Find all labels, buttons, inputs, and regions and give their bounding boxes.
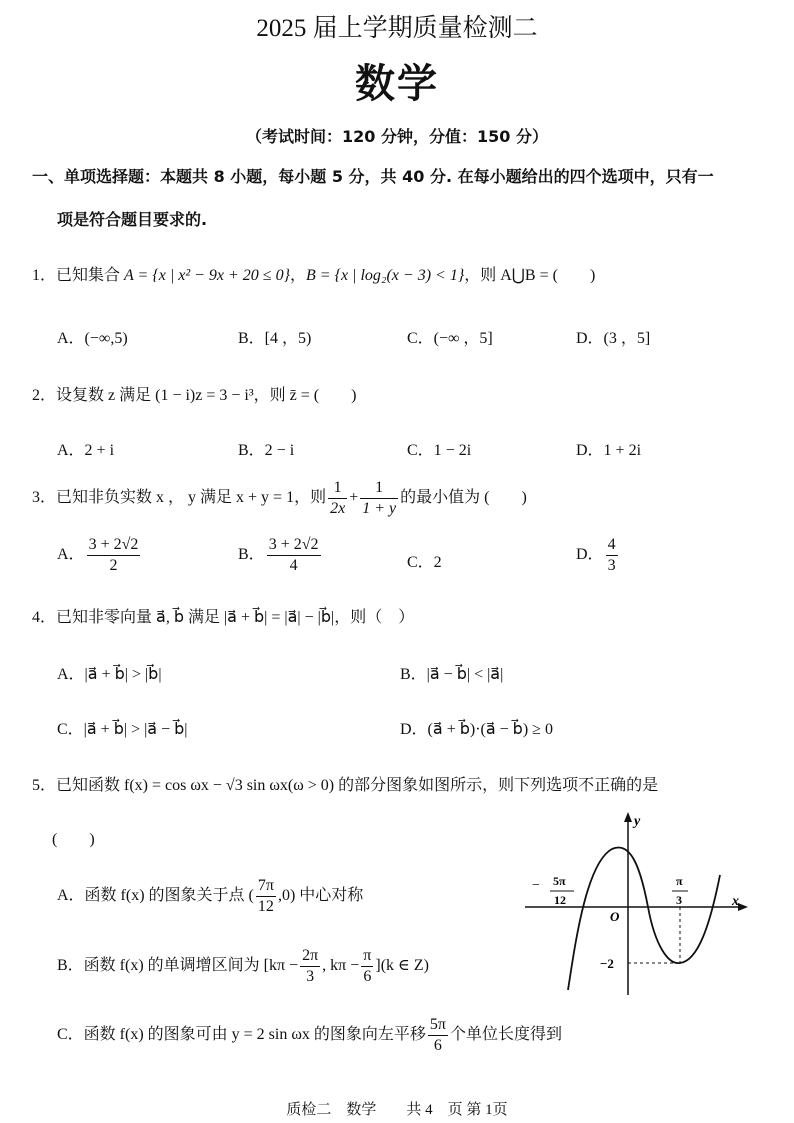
- plus-sign: +: [349, 489, 359, 507]
- numerator: 1: [328, 478, 347, 499]
- option-label: D．: [576, 546, 604, 564]
- q5-option-b[interactable]: [57, 946, 429, 987]
- question-text: 已知非零向量 a⃗, b⃗ 满足 |a⃗ + b⃗| = |a⃗| − |b⃗|，则（ ）: [56, 609, 415, 626]
- numerator: 4: [606, 535, 618, 556]
- option-text-end: 个单位长度得到: [449, 1026, 562, 1044]
- y-axis-arrow-icon: [624, 812, 632, 822]
- numerator: 3 + 2√2: [87, 535, 141, 556]
- denominator: 12: [257, 898, 274, 915]
- option-text: B．函数 f(x) 的单调增区间为 [kπ −: [57, 957, 299, 975]
- numerator: 2π: [300, 946, 320, 967]
- denominator: 2x: [330, 500, 346, 517]
- x-axis-arrow-icon: [738, 903, 748, 911]
- denominator: 6: [433, 1037, 442, 1054]
- q2-option-b[interactable]: B．2 − i: [238, 442, 295, 459]
- fraction: [267, 535, 321, 576]
- exam-info: （考试时间：120 分钟，分值：150 分）: [246, 127, 548, 146]
- option-text-end: ](k ∈ Z): [375, 957, 429, 975]
- fraction: [328, 478, 347, 519]
- section-heading-line1: 一、单项选择题：本题共 8 小题，每小题 5 分，共 40 分. 在每小题给出的四个选项中，只有一: [32, 167, 714, 186]
- question-number: 5．: [32, 777, 57, 794]
- fraction: [428, 1015, 448, 1056]
- denominator: 4: [289, 557, 298, 574]
- neg-tick-numerator: 5π: [553, 874, 566, 888]
- question-number: 2．: [32, 387, 57, 404]
- option-label: A．: [57, 546, 85, 564]
- q1-option-b[interactable]: B．[4 ，5): [238, 330, 312, 347]
- set-b: B = {x | log₂(x − 3) < 1}: [306, 267, 465, 284]
- section-heading-line2: 项是符合题目要求的.: [57, 210, 208, 229]
- q1-option-c[interactable]: C．(−∞ ，5]: [407, 330, 493, 347]
- page-footer: 质检二 数学 共 4 页 第 1页: [286, 1102, 508, 1118]
- question-text: 已知集合: [56, 267, 125, 284]
- fraction: [606, 535, 618, 576]
- option-text-end: ,0) 中心对称: [277, 887, 364, 905]
- numerator: 5π: [428, 1015, 448, 1036]
- option-text: C．函数 f(x) 的图象可由 y = 2 sin ωx 的图象向左平移: [57, 1026, 426, 1044]
- question-text: 已知非负实数 x ， y 满足 x + y = 1，则: [56, 489, 327, 507]
- question-text: 已知函数 f(x) = cos ωx − √3 sin ωx(ω > 0) 的部分图象如图所示，则下列选项不正确的是: [56, 777, 659, 794]
- q3-option-d[interactable]: [576, 535, 620, 576]
- question-5: [32, 772, 658, 795]
- question-3: [32, 478, 527, 519]
- numerator: 1: [360, 478, 398, 499]
- q1-option-d[interactable]: D．(3 ，5]: [576, 330, 651, 347]
- pos-tick-numerator: π: [676, 874, 683, 888]
- q5-option-a[interactable]: [57, 876, 363, 917]
- q4-option-b[interactable]: B．|a⃗ − b⃗| < |a⃗|: [400, 666, 504, 683]
- q5-option-c[interactable]: [57, 1015, 562, 1056]
- cosine-curve: [568, 847, 720, 990]
- question-1: [32, 262, 595, 285]
- option-text: A．函数 f(x) 的图象关于点 (: [57, 887, 254, 905]
- denominator: 3: [306, 968, 315, 985]
- q3-option-b[interactable]: [238, 535, 323, 576]
- x-axis-label: x: [732, 894, 739, 909]
- q2-option-c[interactable]: C．1 − 2i: [407, 442, 472, 459]
- q3-option-a[interactable]: [57, 535, 142, 576]
- answer-paren: ( ): [52, 831, 95, 848]
- denominator: 1 + y: [362, 500, 397, 517]
- question-text-end: ，则 A⋃B = ( ): [464, 267, 596, 284]
- neg-tick-sign: −: [532, 878, 540, 893]
- q3-option-c[interactable]: C．2: [407, 554, 442, 571]
- y-axis-label: y: [634, 814, 641, 829]
- question-text: 设复数 z 满足 (1 − i)z = 3 − i³，则 z̄ = ( ): [56, 387, 357, 404]
- pos-tick-denominator: 3: [676, 893, 682, 907]
- question-number: 4．: [32, 609, 57, 626]
- question-2: [32, 382, 356, 405]
- option-label: B．: [238, 546, 265, 564]
- neg-tick-denominator: 12: [554, 893, 566, 907]
- fraction: [300, 946, 320, 987]
- q2-option-a[interactable]: A．2 + i: [57, 442, 115, 459]
- set-a: A = {x | x² − 9x + 20 ≤ 0}: [124, 267, 290, 284]
- q4-option-d[interactable]: D．(a⃗ + b⃗)·(a⃗ − b⃗) ≥ 0: [400, 721, 553, 738]
- fraction: [87, 535, 141, 576]
- exam-title: 2025 届上学期质量检测二: [256, 15, 538, 42]
- denominator: 6: [363, 968, 372, 985]
- fraction: [361, 946, 373, 987]
- origin-label: O: [610, 909, 620, 924]
- numerator: 7π: [256, 876, 276, 897]
- numerator: 3 + 2√2: [267, 535, 321, 556]
- question-4: [32, 604, 414, 627]
- separator: ，: [289, 267, 306, 284]
- q4-option-a[interactable]: A．|a⃗ + b⃗| > |b⃗|: [57, 666, 162, 683]
- fraction: [360, 478, 398, 519]
- fraction: [256, 876, 276, 917]
- q1-option-a[interactable]: A．(−∞,5): [57, 330, 128, 347]
- question-text-end: 的最小值为 ( ): [400, 489, 527, 507]
- min-value-label: −2: [600, 956, 614, 971]
- question-number: 3．: [32, 489, 57, 507]
- subject-title: 数学: [355, 61, 439, 107]
- denominator: 2: [109, 557, 118, 574]
- q2-option-d[interactable]: D．1 + 2i: [576, 442, 642, 459]
- question-number: 1．: [32, 267, 57, 284]
- q4-option-c[interactable]: C．|a⃗ + b⃗| > |a⃗ − b⃗|: [57, 721, 188, 738]
- function-graph: [520, 805, 780, 1005]
- denominator: 3: [607, 557, 616, 574]
- option-text-mid: , kπ −: [322, 957, 360, 975]
- numerator: π: [361, 946, 373, 967]
